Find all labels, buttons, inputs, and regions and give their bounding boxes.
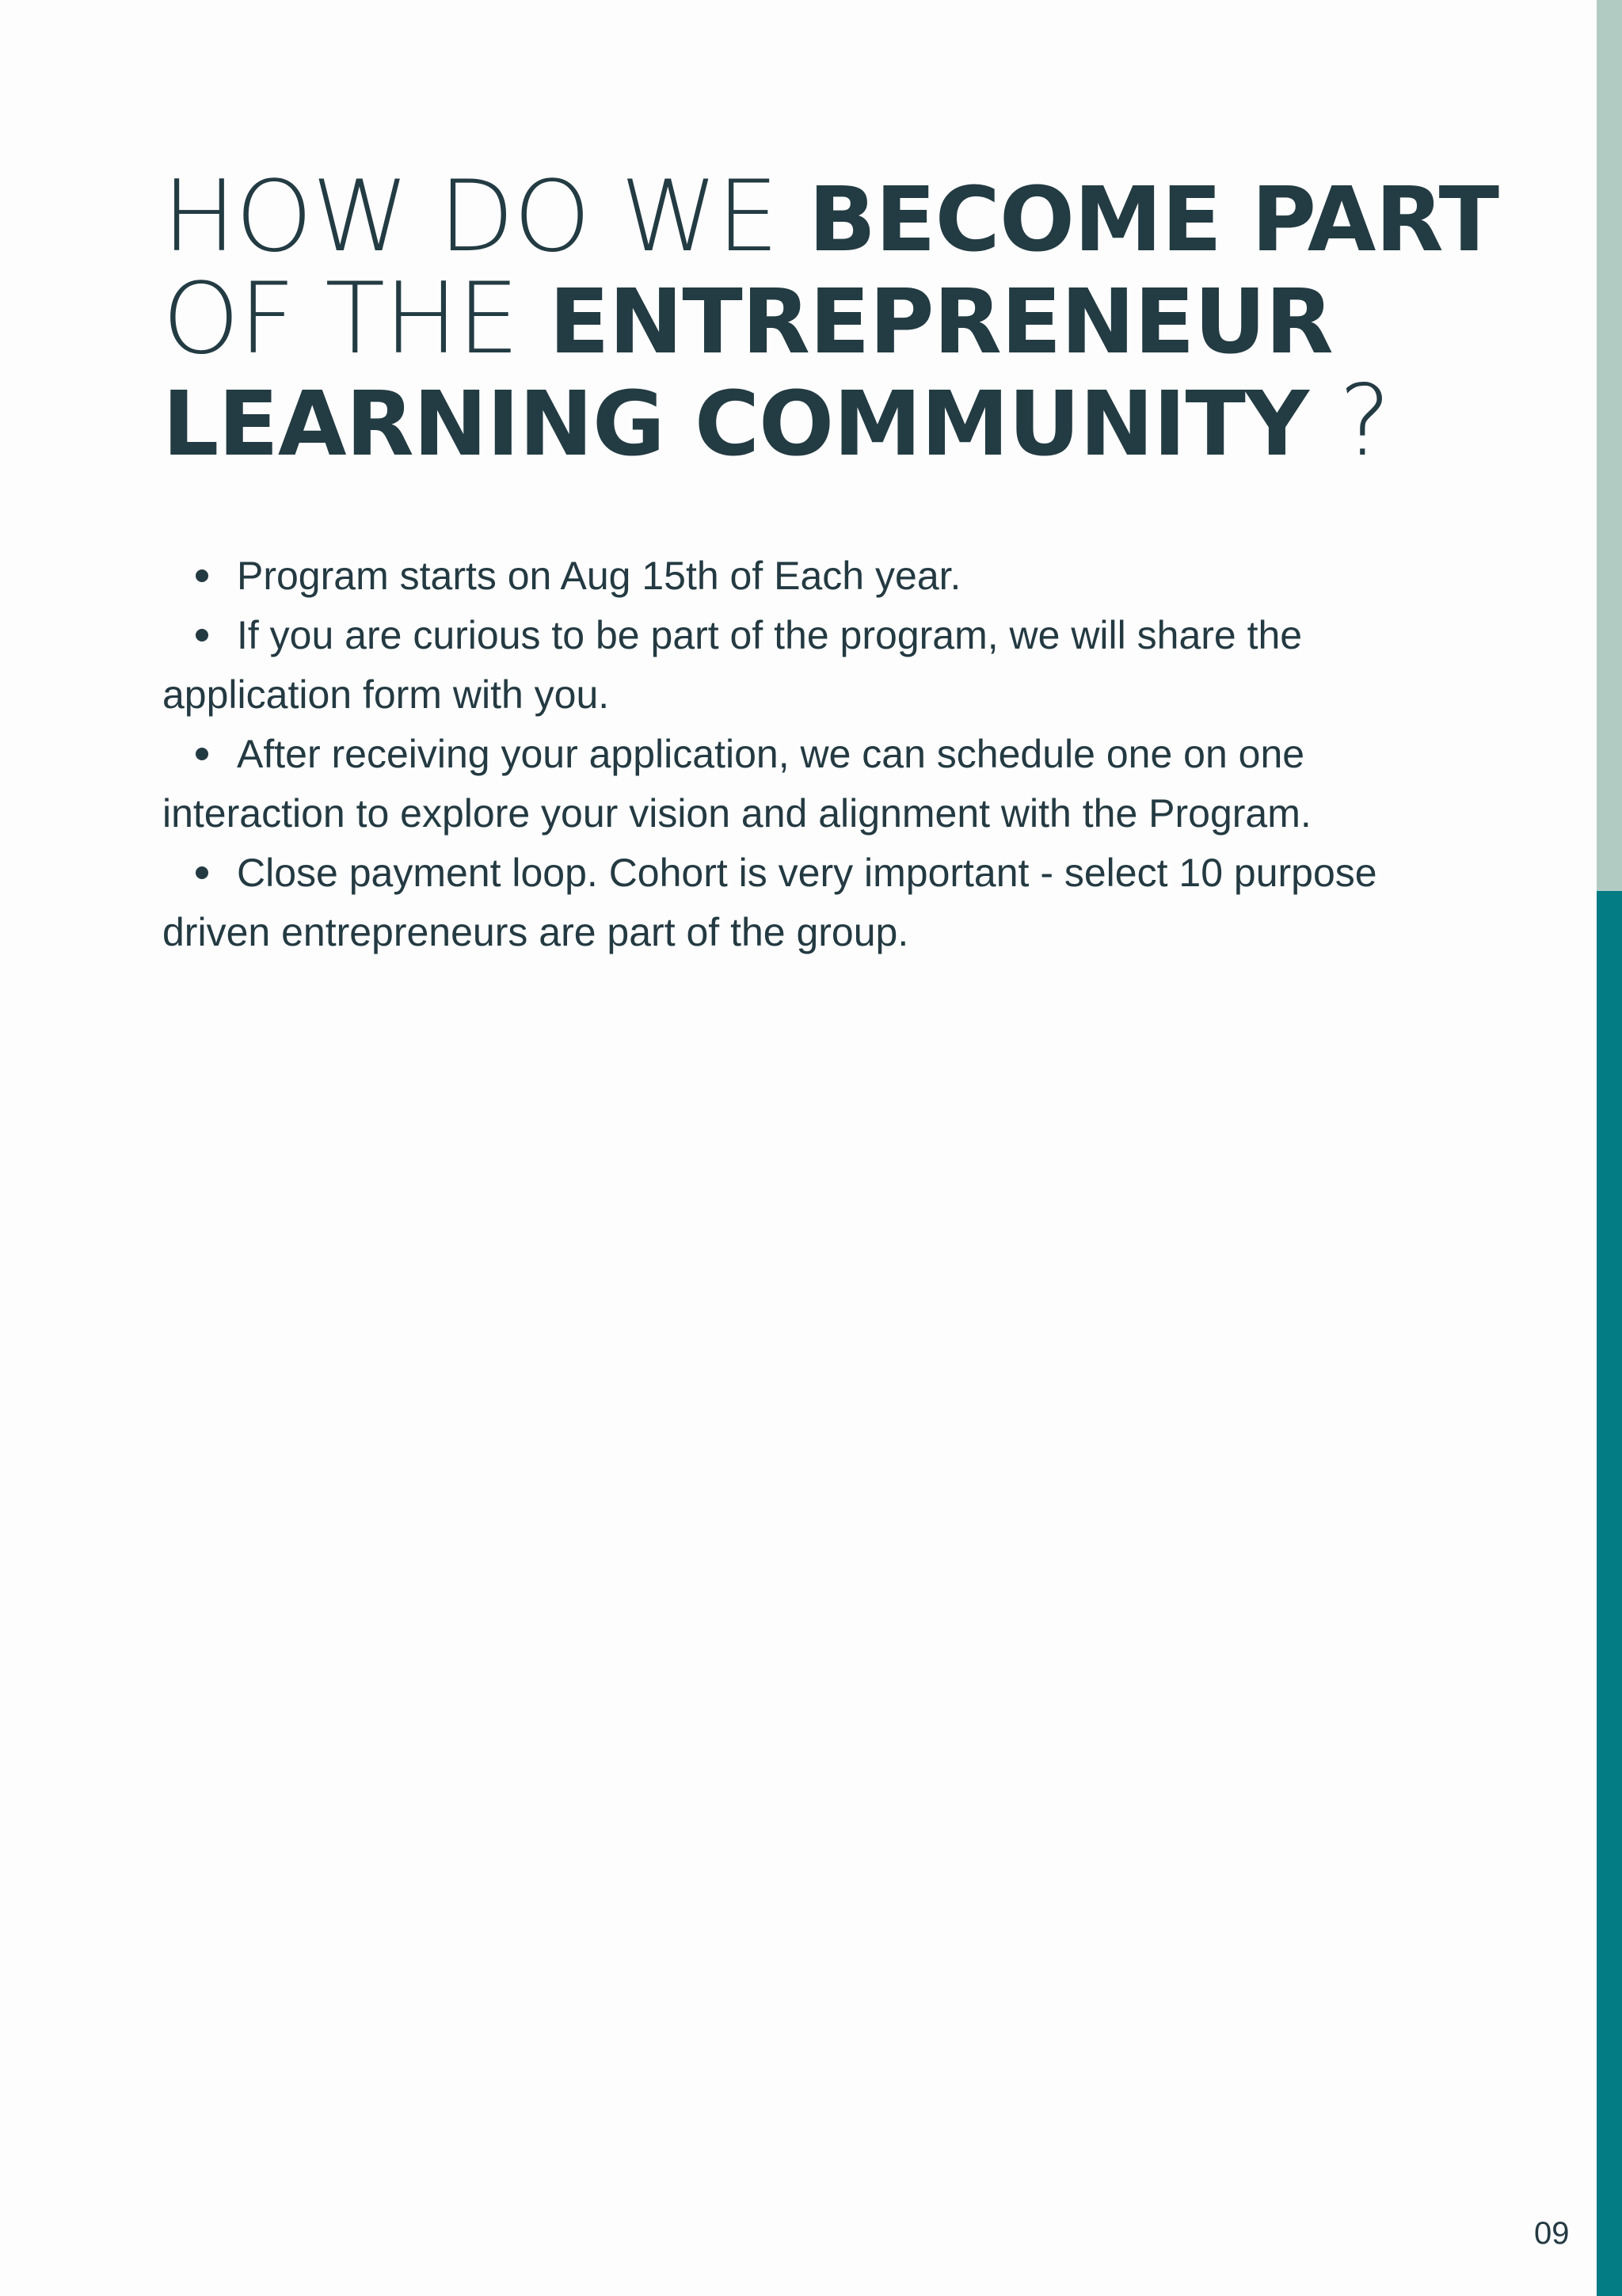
- list-item: [162, 546, 1461, 606]
- list-item: [162, 725, 1461, 843]
- heading-line-2-bold: ENTREPRENEUR: [549, 271, 1333, 374]
- bullet-list: [162, 546, 1461, 962]
- list-item: [162, 606, 1461, 725]
- bullet-dot-icon: [196, 748, 208, 760]
- heading-line-1-light: HOW DO WE: [162, 160, 809, 274]
- list-item-text: Close payment loop. Cohort is very important - select 10 purpose driven entrepreneurs are part of the group.: [162, 851, 1377, 954]
- list-item-text: If you are curious to be part of the program, we will share the application form with you.: [162, 613, 1303, 717]
- bullet-dot-icon: [196, 629, 208, 642]
- heading-line-1-bold: BECOME PART: [808, 169, 1499, 272]
- bullet-dot-icon: [196, 569, 208, 582]
- side-accent-bar-dark: [1597, 891, 1622, 2296]
- heading-line-1: [162, 160, 1509, 274]
- page-heading: [162, 160, 1509, 478]
- heading-line-3-bold: LEARNING COMMUNITY: [162, 373, 1309, 476]
- heading-line-2: [162, 262, 1509, 376]
- list-item-text: After receiving your application, we can schedule one on one interaction to explore your vision and alignment with the Program.: [162, 732, 1312, 836]
- page-number: 09: [1534, 2216, 1570, 2251]
- heading-line-2-light: OF THE: [162, 262, 550, 376]
- list-item: [162, 843, 1461, 962]
- list-item-text: Program starts on Aug 15th of Each year.: [237, 554, 961, 598]
- bullet-dot-icon: [196, 866, 208, 879]
- side-accent-bar-light: [1597, 0, 1622, 891]
- heading-line-3-light: ?: [1308, 364, 1391, 478]
- heading-line-3: [162, 364, 1509, 478]
